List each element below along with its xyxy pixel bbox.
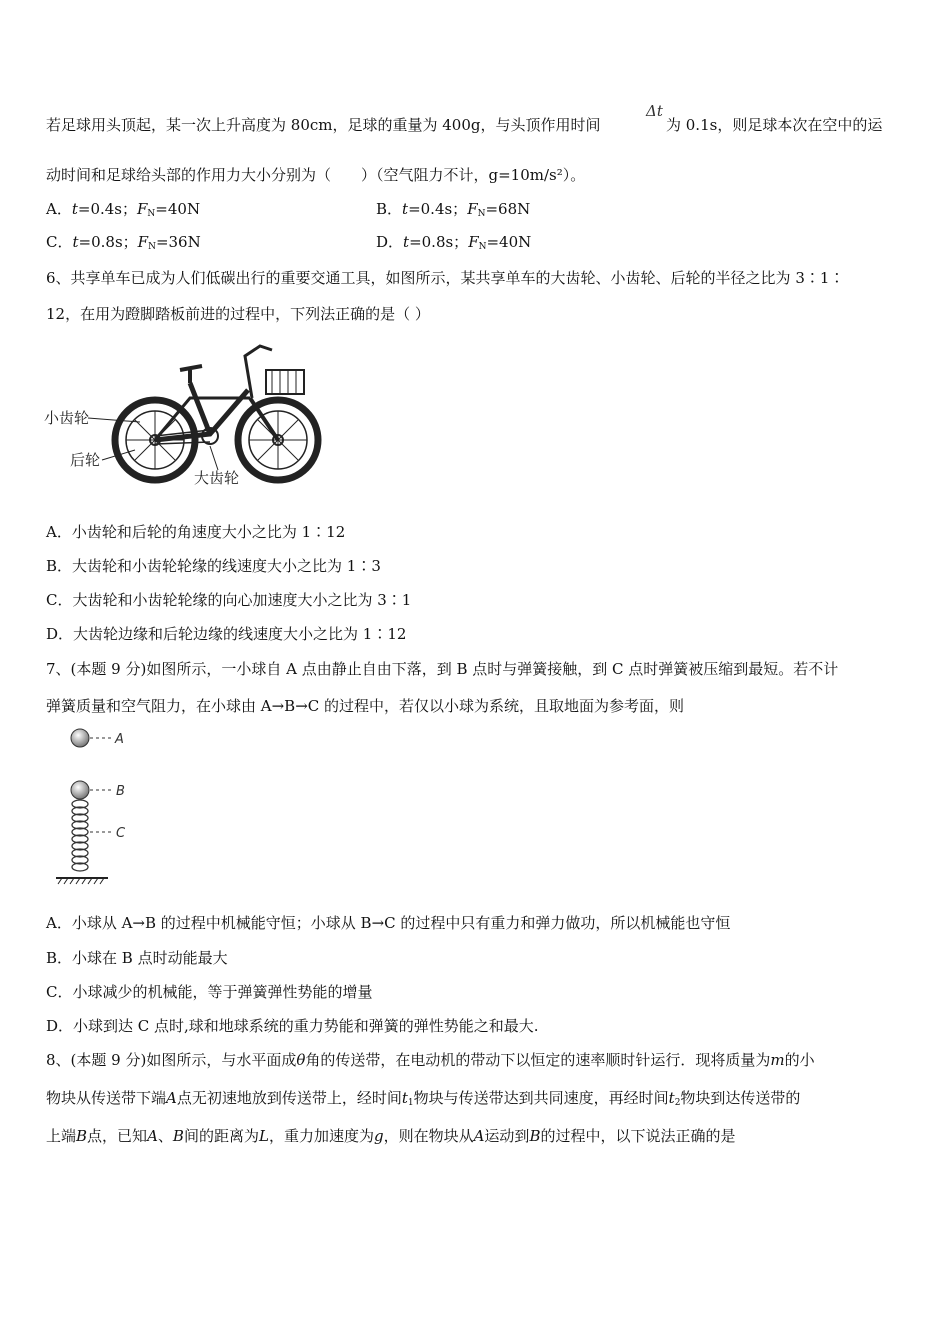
q5-line1: 若足球用头顶起，某一次上升高度为 80cm，足球的重量为 400g，与头顶作用时间	[46, 116, 601, 134]
q7-line1: 7、(本题 9 分)如图所示，一小球自 A 点由静止自由下落，到 B 点时与弹簧接触，到 C 点时弹簧被压缩到最短。若不计	[46, 660, 839, 678]
q5-line2: 动时间和足球给头部的作用力大小分别为（ ）（空气阻力不计，g=10m/s²）。	[46, 166, 586, 184]
label-c: C	[116, 826, 126, 841]
ball-b	[71, 781, 89, 799]
q7-option-c: C．小球减少的机械能，等于弹簧弹性势能的增量	[46, 983, 373, 1001]
q5-option-a: A．t=0.4s；$F_N=40N$	[46, 200, 201, 219]
q7-option-a: A．小球从 A→B 的过程中机械能守恒；小球从 B→C 的过程中只有重力和弹力做功，所以机械能也守恒	[46, 914, 731, 932]
q5-option-b: B．t=0.4s；$F_N=68N$	[376, 200, 531, 219]
q6-line2: 12，在用为蹬脚踏板前进的过程中，下列法正确的是（ ）	[46, 305, 430, 323]
q6-option-b: B．大齿轮和小齿轮轮缘的线速度大小之比为 1∶3	[46, 557, 381, 575]
q7-option-d: D．小球到达 C 点时,球和地球系统的重力势能和弹簧的弹性势能之和最大.	[46, 1017, 539, 1035]
spring-figure	[50, 722, 150, 892]
q5-option-c: C．t=0.8s；$F_N=36N$	[46, 233, 201, 252]
label-a: A	[115, 732, 124, 747]
q8-line1: 8、(本题 9 分)如图所示，与水平面成θ角的传送带，在电动机的带动下以恒定的速率顺时针运行．现将质量为m的小	[46, 1051, 815, 1069]
label-b: B	[116, 784, 125, 799]
q7-line2: 弹簧质量和空气阻力，在小球由 A→B→C 的过程中，若仅以小球为系统，且取地面为参考面，则	[46, 697, 685, 715]
ball-a	[71, 729, 89, 747]
q8-line2: 物块从传送带下端A点无初速地放到传送带上，经时间$t_1$物块与传送带达到共同速度，再经时间$t_2$物块到达传送带的	[46, 1089, 801, 1108]
q5-option-d: D．t=0.8s；$F_N=40N$	[376, 233, 532, 252]
q6-option-a: A．小齿轮和后轮的角速度大小之比为 1∶12	[46, 523, 346, 541]
q6-line1: 6、共享单车已成为人们低碳出行的重要交通工具，如图所示，某共享单车的大齿轮、小齿轮、后轮的半径之比为 3∶1∶	[46, 269, 845, 287]
delta-t-symbol: Δt	[646, 102, 663, 120]
q6-option-d: D．大齿轮边缘和后轮边缘的线速度大小之比为 1∶12	[46, 625, 407, 643]
spring	[72, 800, 88, 871]
q7-option-b: B．小球在 B 点时动能最大	[46, 949, 228, 967]
bicycle-figure	[40, 338, 340, 493]
label-big-gear: 大齿轮	[194, 469, 240, 487]
label-small-gear: 小齿轮	[44, 409, 90, 427]
label-rear-wheel: 后轮	[70, 451, 101, 469]
q8-line3: 上端B点，已知A、B间的距离为L，重力加速度为g，则在物块从A运动到B的过程中，以下说法正确的是	[46, 1127, 736, 1145]
q6-option-c: C．大齿轮和小齿轮轮缘的向心加速度大小之比为 3∶1	[46, 591, 412, 609]
q5-line1-end: 为 0.1s，则足球本次在空中的运	[666, 116, 883, 134]
